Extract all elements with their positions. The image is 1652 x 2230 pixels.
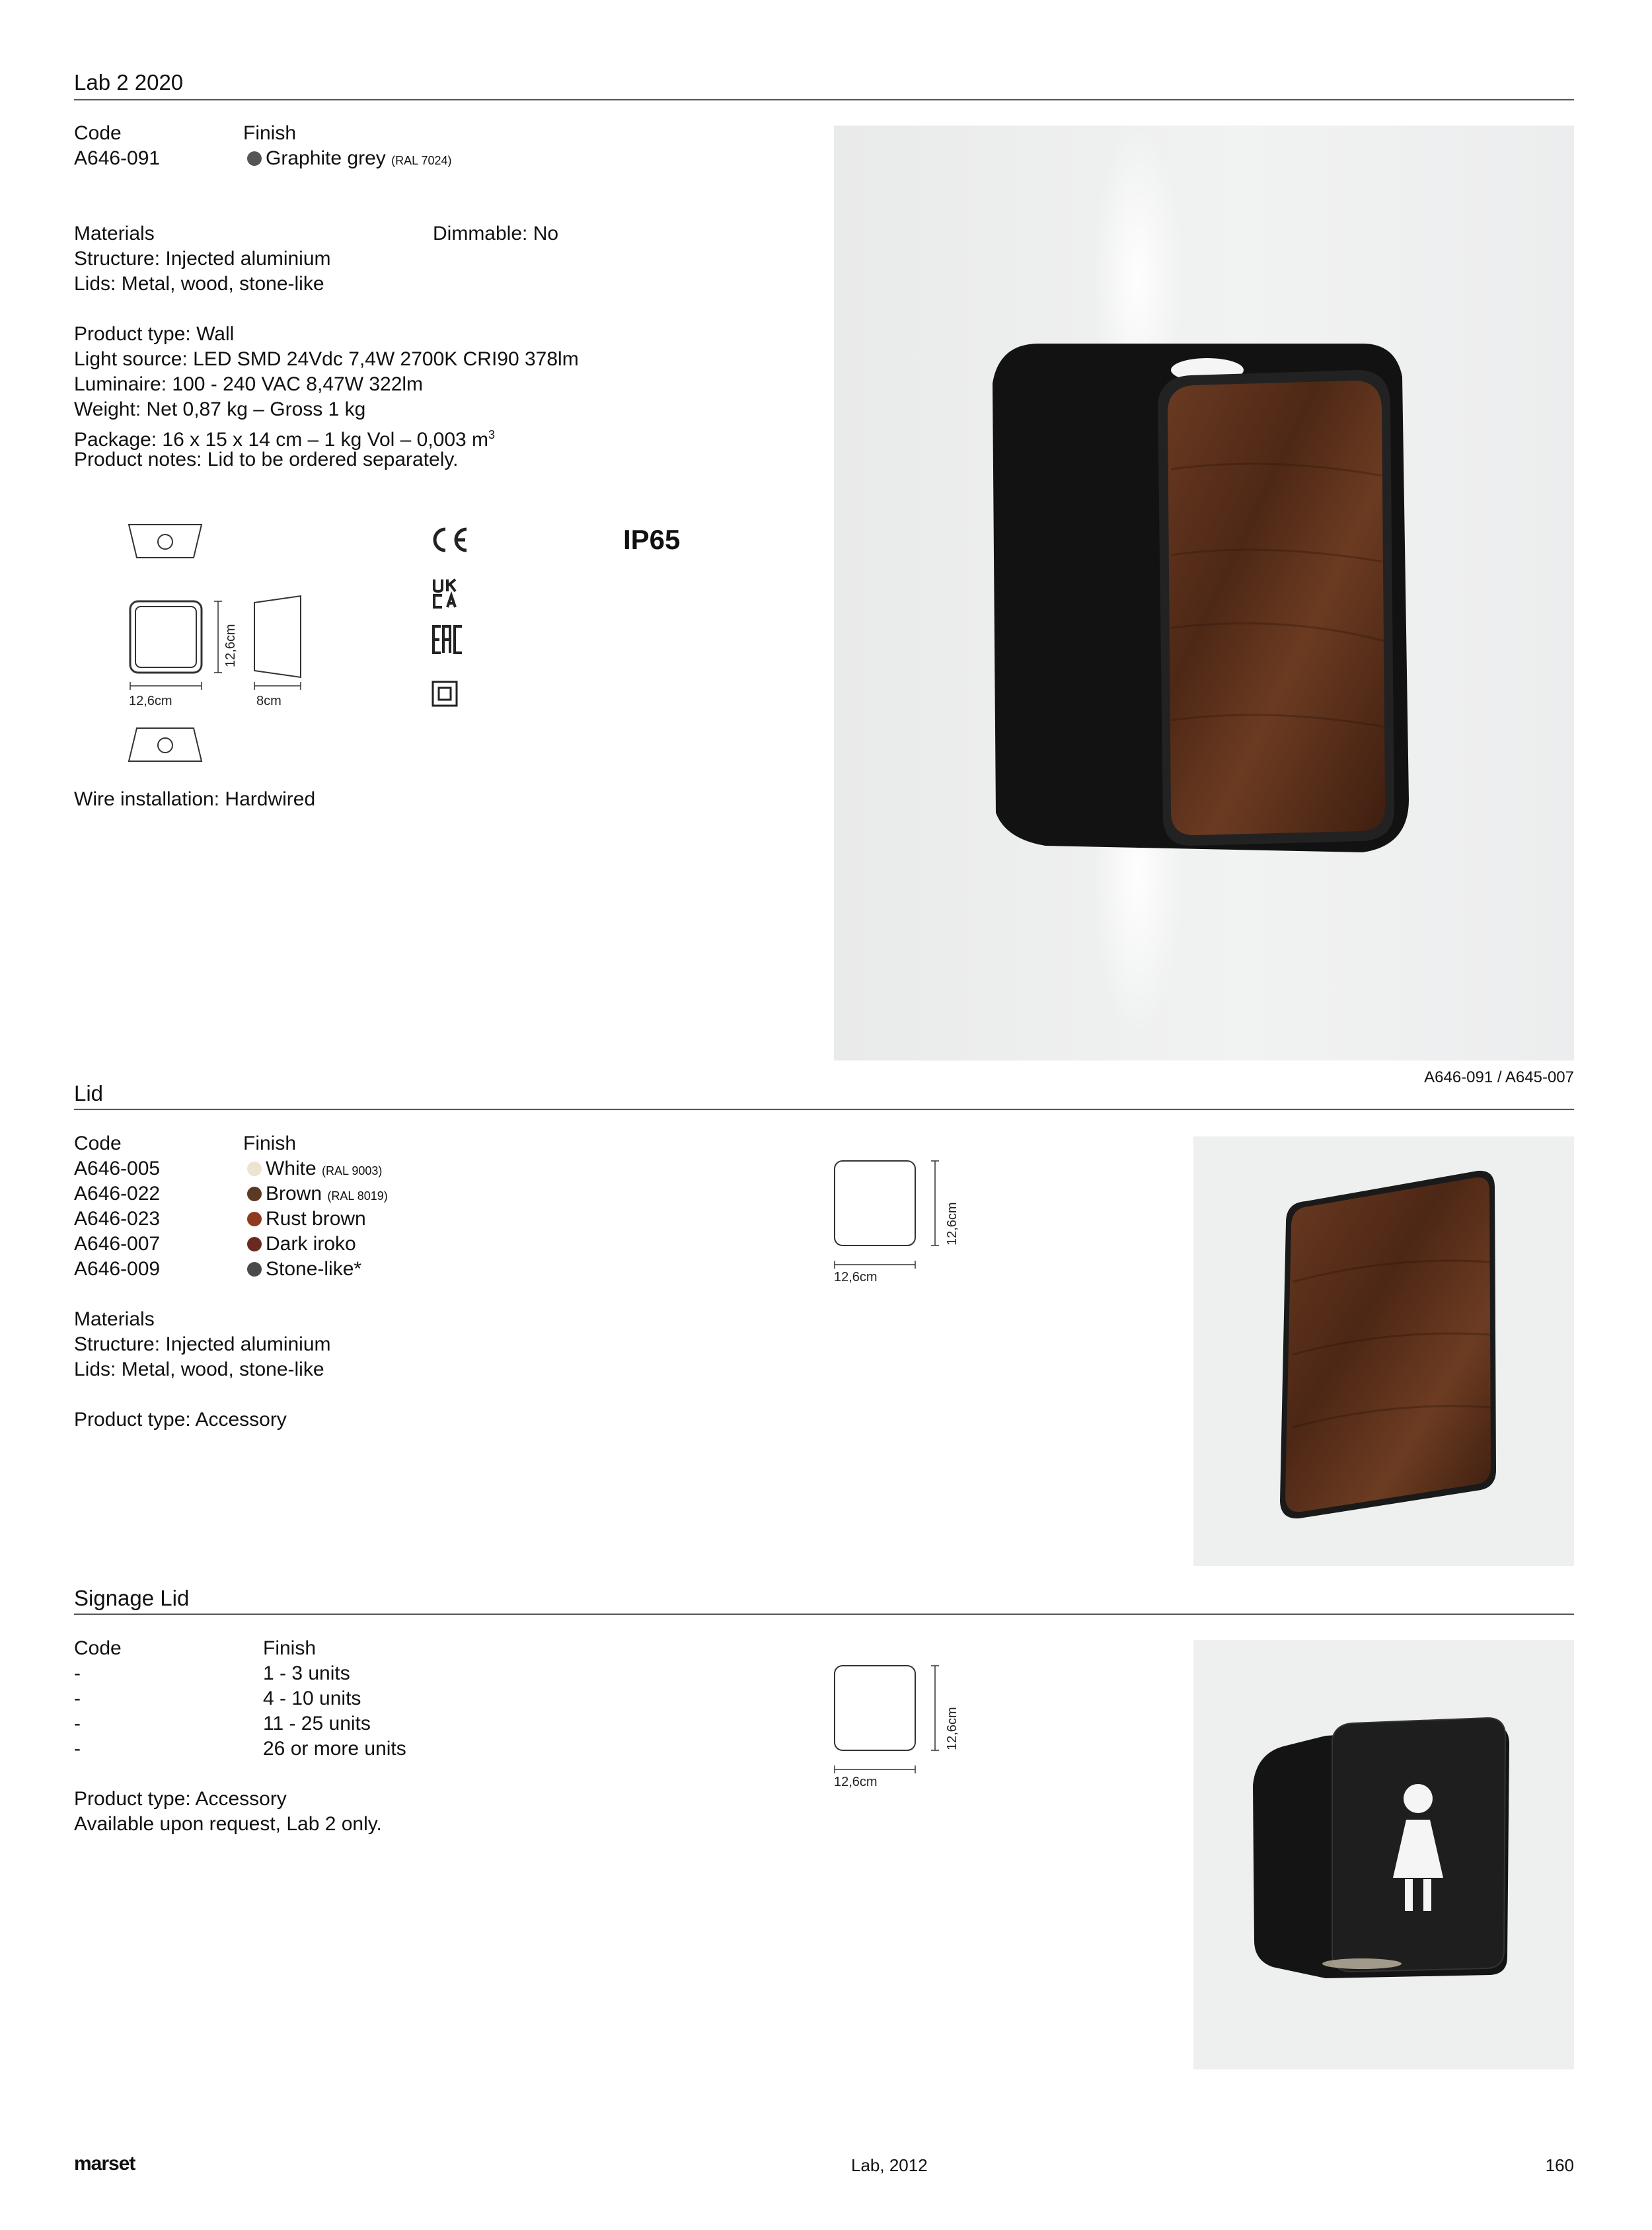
- lid-finish-ral: (RAL 9003): [322, 1164, 383, 1177]
- dimmable-text: Dimmable: No: [433, 223, 559, 244]
- lid-finish: [247, 1207, 366, 1232]
- lid-row: [74, 1156, 160, 1181]
- finish-name: Graphite grey: [266, 147, 386, 169]
- lid-materials-label: Materials: [74, 1308, 155, 1330]
- lid-row: [74, 1181, 160, 1207]
- finish-swatch: [247, 1212, 262, 1226]
- product-type-text: Product type: Wall: [74, 323, 235, 345]
- signage-code-header: Code: [74, 1637, 122, 1659]
- signage-downlight: [1322, 1958, 1402, 1969]
- lid-finish-name: Stone-like*: [266, 1258, 362, 1280]
- finish-header: Finish: [243, 122, 297, 144]
- notes-text: Product notes: Lid to be ordered separately.: [74, 449, 459, 470]
- lid-outline: [835, 1161, 915, 1245]
- class-ii-icon: [432, 681, 458, 707]
- side-view-outline: [254, 596, 301, 677]
- lid-finish-name: Rust brown: [266, 1208, 366, 1230]
- photo-caption: A646-091 / A645-007: [1424, 1068, 1574, 1086]
- lid-dimension-drawing: [831, 1158, 963, 1277]
- luminaire-text: Luminaire: 100 - 240 VAC 8,47W 322lm: [74, 373, 424, 395]
- section-rule-lid: [74, 1109, 1574, 1110]
- light-source-text: Light source: LED SMD 24Vdc 7,4W 2700K CRI90 378lm: [74, 348, 579, 370]
- lids-text: Lids: Metal, wood, stone-like: [74, 273, 324, 295]
- lid-finish: [247, 1156, 382, 1183]
- lid-finish-header: Finish: [243, 1133, 297, 1154]
- signage-height-label: 12,6cm: [945, 1707, 959, 1750]
- wood-lid: [1285, 1177, 1491, 1512]
- brand-logo: marset: [74, 2153, 135, 2174]
- signage-code: -: [74, 1713, 81, 1734]
- height-dim-label: 12,6cm: [223, 624, 238, 667]
- ce-mark-icon: [430, 525, 470, 554]
- signage-finish-header: Finish: [263, 1637, 317, 1659]
- code-header: Code: [74, 122, 122, 144]
- finish-swatch: [247, 1237, 262, 1251]
- package-value: Package: 16 x 15 x 14 cm – 1 kg Vol – 0,003 m: [74, 429, 489, 451]
- lid-finish: [247, 1257, 361, 1282]
- package-superscript: 3: [488, 428, 496, 441]
- lid-finish: [247, 1181, 388, 1208]
- lid-product-type-text: Product type: Accessory: [74, 1409, 287, 1431]
- section-title-signage: Signage Lid: [74, 1586, 190, 1610]
- lid-code: A646-005: [74, 1158, 161, 1179]
- signage-finish: 1 - 3 units: [263, 1662, 350, 1684]
- lid-finish: [247, 1232, 356, 1257]
- lid-row: [74, 1257, 160, 1282]
- lid-code-header: Code: [74, 1133, 122, 1154]
- lid-code: A646-022: [74, 1183, 161, 1205]
- weight-text: Weight: Net 0,87 kg – Gross 1 kg: [74, 398, 366, 420]
- lid-code: A646-023: [74, 1208, 161, 1230]
- wood-lid: [1168, 381, 1385, 835]
- signage-finish: 11 - 25 units: [263, 1713, 371, 1734]
- wire-installation-text: Wire installation: Hardwired: [74, 788, 316, 810]
- width-dim-label: 12,6cm: [129, 694, 172, 708]
- dimension-drawing: [122, 515, 320, 780]
- lid-height-label: 12,6cm: [945, 1202, 959, 1245]
- section-title-main: Lab 2 2020: [74, 70, 184, 94]
- signage-code: -: [74, 1688, 81, 1709]
- signage-finish: 4 - 10 units: [263, 1688, 361, 1709]
- section-rule-signage: [74, 1614, 1574, 1615]
- lid-finish-name: Dark iroko: [266, 1233, 356, 1255]
- signage-product-type-text: Product type: Accessory: [74, 1788, 287, 1810]
- top-view-outline: [129, 525, 202, 558]
- ip-rating: IP65: [623, 524, 681, 555]
- finish-ral: (RAL 7024): [391, 154, 452, 167]
- finish-swatch: [247, 151, 262, 166]
- lid-lids-text: Lids: Metal, wood, stone-like: [74, 1358, 324, 1380]
- signage-finish: 26 or more units: [263, 1738, 406, 1760]
- lid-structure-text: Structure: Injected aluminium: [74, 1333, 331, 1355]
- footer-center-text: Lab, 2012: [851, 2155, 928, 2175]
- section-rule-main: [74, 99, 1574, 100]
- lid-row: [74, 1207, 160, 1232]
- lid-width-label: 12,6cm: [834, 1270, 878, 1284]
- finish-swatch: [247, 1162, 262, 1176]
- bottom-view-outline: [129, 728, 202, 761]
- lid-code: A646-007: [74, 1233, 161, 1255]
- lid-photo: [1193, 1136, 1574, 1566]
- front-view-lid: [135, 607, 196, 667]
- signage-width-label: 12,6cm: [834, 1775, 878, 1789]
- lid-finish-ral: (RAL 8019): [327, 1189, 388, 1203]
- lid-finish-name: Brown: [266, 1183, 322, 1205]
- bottom-view-hole: [158, 738, 172, 753]
- structure-text: Structure: Injected aluminium: [74, 248, 331, 270]
- signage-dimension-drawing: [831, 1662, 963, 1781]
- signage-code: -: [74, 1738, 81, 1760]
- ukca-mark-icon: [432, 578, 462, 609]
- finish-swatch: [247, 1187, 262, 1201]
- signage-outline: [835, 1666, 915, 1750]
- lid-row: [74, 1232, 160, 1257]
- lid-finish-name: White: [266, 1158, 317, 1179]
- front-view-outline: [130, 601, 202, 673]
- page-number: 160: [1545, 2155, 1574, 2175]
- product-code: A646-091: [74, 147, 161, 169]
- top-view-hole: [158, 535, 172, 549]
- product-photo: [834, 126, 1574, 1060]
- lid-code: A646-009: [74, 1258, 161, 1280]
- section-title-lid: Lid: [74, 1081, 104, 1105]
- signage-availability-text: Available upon request, Lab 2 only.: [74, 1813, 382, 1835]
- signage-code: -: [74, 1662, 81, 1684]
- materials-label: Materials: [74, 223, 155, 244]
- depth-dim-label: 8cm: [256, 694, 282, 708]
- eac-mark-icon: [432, 624, 465, 655]
- finish-entry: [247, 146, 452, 173]
- signage-photo: [1193, 1640, 1574, 2069]
- finish-swatch: [247, 1262, 262, 1277]
